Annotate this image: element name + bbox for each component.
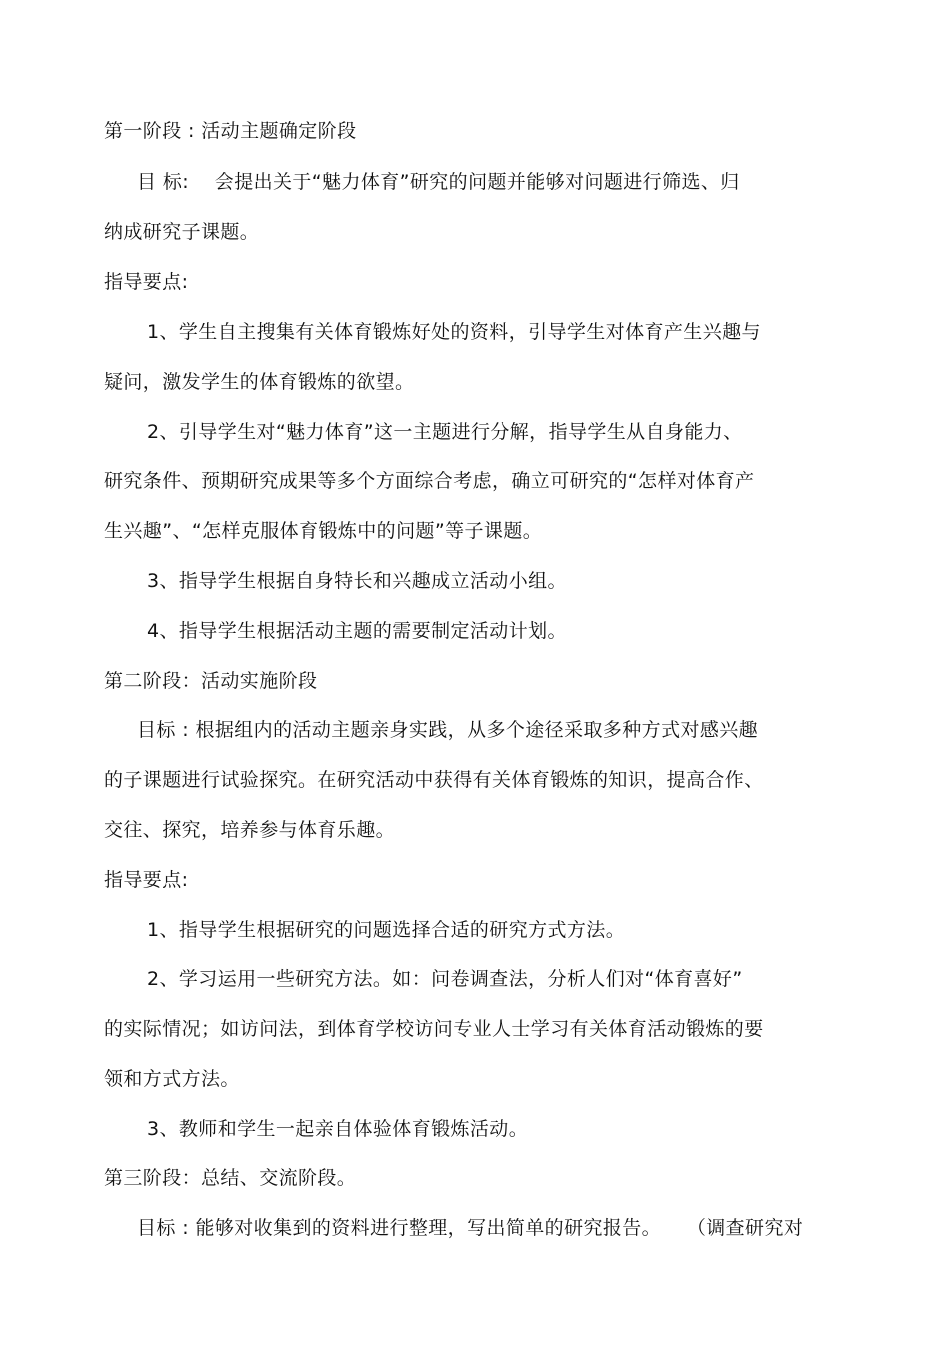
stage-2-goal-line-3: 交往、探究，培养参与体育乐趣。 — [104, 819, 396, 841]
stage-3-heading: 第三阶段：总结、交流阶段。 — [104, 1167, 357, 1189]
stage-2-heading: 第二阶段：活动实施阶段 — [104, 670, 318, 692]
stage-2-point-3: 3、教师和学生一起亲自体验体育锻炼活动。 — [147, 1118, 529, 1140]
stage-1-goal-line-1: 目 标: 会提出关于“魅力体育”研究的问题并能够对问题进行筛选、归 — [137, 171, 740, 193]
stage-1-point-2-line-2: 研究条件、预期研究成果等多个方面综合考虑，确立可研究的“怎样对体育产 — [104, 470, 755, 492]
stage-1-point-2-line-1: 2、引导学生对“魅力体育”这一主题进行分解，指导学生从自身能力、 — [147, 421, 743, 443]
stage-2-point-2-line-2: 的实际情况；如访问法，到体育学校访问专业人士学习有关体育活动锻炼的要 — [104, 1018, 764, 1040]
stage-2-goal-line-2: 的子课题进行试验探究。在研究活动中获得有关体育锻炼的知识，提高合作、 — [104, 769, 764, 791]
stage-1-point-2-line-3: 生兴趣”、“怎样克服体育锻炼中的问题”等子课题。 — [104, 520, 543, 542]
stage-1-point-4: 4、指导学生根据活动主题的需要制定活动计划。 — [147, 620, 567, 642]
stage-2-point-2-line-3: 领和方式方法。 — [104, 1068, 240, 1090]
stage-1-guidance-heading: 指导要点: — [104, 271, 189, 293]
stage-1-point-3: 3、指导学生根据自身特长和兴趣成立活动小组。 — [147, 570, 567, 592]
stage-1-goal-line-2: 纳成研究子课题。 — [104, 221, 260, 243]
stage-2-goal-line-1: 目标 : 根据组内的活动主题亲身实践，从多个途径采取多种方式对感兴趣 — [137, 719, 759, 741]
stage-2-guidance-heading: 指导要点: — [104, 869, 189, 891]
stage-2-point-2-line-1: 2、学习运用一些研究方法。如：问卷调查法，分析人们对“体育喜好” — [147, 968, 743, 990]
stage-1-point-1-line-2: 疑问，激发学生的体育锻炼的欲望。 — [104, 371, 415, 393]
stage-3-goal-line-1: 目标 : 能够对收集到的资料进行整理，写出简单的研究报告。 （调查研究对 — [137, 1217, 804, 1239]
stage-1-heading: 第一阶段 : 活动主题确定阶段 — [104, 120, 357, 142]
stage-2-point-1: 1、指导学生根据研究的问题选择合适的研究方式方法。 — [147, 919, 626, 941]
stage-1-point-1-line-1: 1、学生自主搜集有关体育锻炼好处的资料，引导学生对体育产生兴趣与 — [147, 321, 761, 343]
